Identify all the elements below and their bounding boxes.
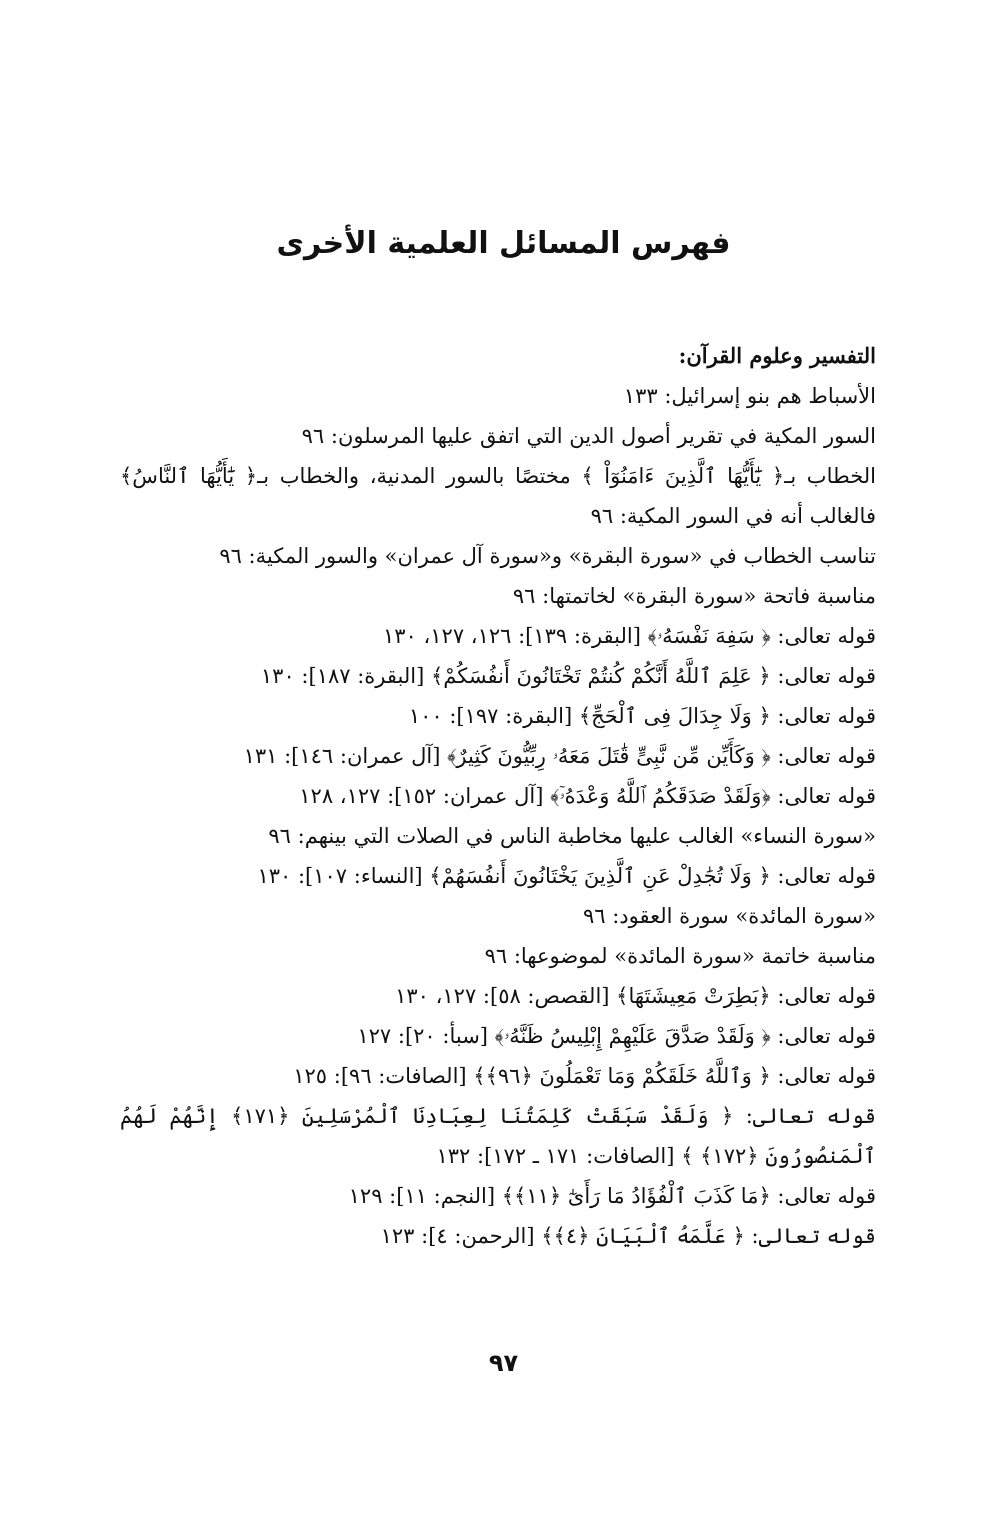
index-entry: قوله تعالى: ﴿ سَفِهَ نَفْسَهُۥ﴾ [البقرة: ١٣٩]: ١٢٦، ١٢٧، ١٣٠ xyxy=(382,624,876,648)
index-entry: قوله تعالى: ﴿بَطِرَتْ مَعِيشَتَهَا﴾ [القصص: ٥٨]: ١٢٧، ١٣٠ xyxy=(395,984,876,1008)
index-entry: مناسبة خاتمة «سورة المائدة» لموضوعها: ٩٦ xyxy=(484,944,876,968)
page-number: ٩٧ xyxy=(488,1349,519,1377)
index-entry: السور المكية في تقرير أصول الدين التي اتفق عليها المرسلون: ٩٦ xyxy=(301,424,876,448)
index-entry: الخطاب بـ﴿ يَٰٓأَيُّهَا ٱلَّذِينَ ءَامَنُوٓاْ ﴾ مختصًا بالسور المدنية، والخطاب بـ﴿ يَٰٓأَيُّهَا ٱلنَّاسُ﴾ فالغالب أنه في السور المكية: ٩٦ xyxy=(120,464,876,528)
index-entry: قوله تعالى: ﴿ عَلِمَ ٱللَّهُ أَنَّكُمْ كُنتُمْ تَخْتَانُونَ أَنفُسَكُمْ﴾ [البقرة: ١٨٧]: ١٣٠ xyxy=(260,664,876,688)
index-entry: قوله تعالى: ﴿ وَلَقَدْ صَدَّقَ عَلَيْهِمْ إِبْلِيسُ ظَنَّهُۥ﴾ [سبأ: ٢٠]: ١٢٧ xyxy=(357,1024,876,1048)
index-entry: قوله تعالى: ﴿ وَلَا جِدَالَ فِى ٱلْحَجِّ﴾ [البقرة: ١٩٧]: ١٠٠ xyxy=(408,704,876,728)
index-entry: قوله تعالى: ﴿ عَلَّمَهُ ٱلْبَيَانَ ﴿٤﴾﴾ [الرحمن: ٤]: ١٢٣ xyxy=(380,1224,876,1248)
page-title: فهرس المسائل العلمية الأخرى xyxy=(276,226,731,261)
index-entry: تناسب الخطاب في «سورة البقرة» و«سورة آل عمران» والسور المكية: ٩٦ xyxy=(219,544,876,568)
index-entry: قوله تعالى: ﴿ وَلَقَدْ سَبَقَتْ كَلِمَتُنَا لِعِبَادِنَا ٱلْمُرْسَلِينَ ﴿١٧١﴾ إِنَّهُمْ لَهُمُ ٱلْمَنصُورُونَ ﴿١٧٢﴾ ﴾ [الصافات: ١٧١ ـ ١٧٢]: ١٣٢ xyxy=(120,1104,876,1168)
index-entry: «سورة المائدة» سورة العقود: ٩٦ xyxy=(582,904,876,928)
index-entry: قوله تعالى: ﴿ وَكَأَيِّن مِّن نَّبِىٍّ قَٰتَلَ مَعَهُۥ رِبِّيُّونَ كَثِيرٌ﴾ [آل عمران: ١٤٦]: ١٣١ xyxy=(243,744,876,768)
index-entry: الأسباط هم بنو إسرائيل: ١٣٣ xyxy=(623,384,876,408)
index-entry: قوله تعالى: ﴿مَا كَذَبَ ٱلْفُؤَادُ مَا رَأَىٰٓ ﴿١١﴾﴾ [النجم: ١١]: ١٢٩ xyxy=(348,1184,876,1208)
index-entry: قوله تعالى: ﴿ وَلَا تُجَٰدِلْ عَنِ ٱلَّذِينَ يَخْتَانُونَ أَنفُسَهُمْ﴾ [النساء: ١٠٧]: ١٣٠ xyxy=(257,864,876,888)
index-list xyxy=(120,336,876,1256)
index-entry: مناسبة فاتحة «سورة البقرة» لخاتمتها: ٩٦ xyxy=(512,584,876,608)
index-entry: قوله تعالى: ﴿وَلَقَدْ صَدَقَكُمُ ٱللَّهُ وَعْدَهُۥٓ﴾ [آل عمران: ١٥٢]: ١٢٧، ١٢٨ xyxy=(299,784,876,808)
section-heading: التفسير وعلوم القرآن: xyxy=(678,343,876,368)
index-entry: قوله تعالى: ﴿ وَٱللَّهُ خَلَقَكُمْ وَمَا تَعْمَلُونَ ﴿٩٦﴾﴾ [الصافات: ٩٦]: ١٢٥ xyxy=(293,1064,876,1088)
index-entry: «سورة النساء» الغالب عليها مخاطبة الناس في الصلات التي بينهم: ٩٦ xyxy=(268,824,876,848)
